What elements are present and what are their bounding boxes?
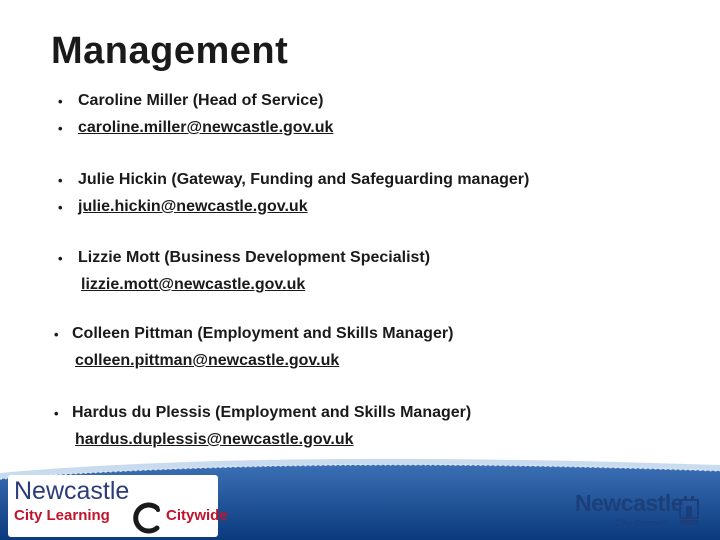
- logo-newcastle-text: Newcastle: [575, 490, 684, 516]
- bullet: •: [58, 200, 63, 215]
- contact-name-colleen-pittman: Colleen Pittman (Employment and Skills Manager): [72, 325, 454, 342]
- contact-name-julie-hickin: Julie Hickin (Gateway, Funding and Safeguarding manager): [78, 171, 530, 188]
- logo-city-learning-text: City Learning: [14, 507, 110, 524]
- contact-name-hardus-du-plessis: Hardus du Plessis (Employment and Skills Manager): [72, 404, 472, 421]
- email-link-caroline-miller[interactable]: caroline.miller@newcastle.gov.uk: [78, 119, 334, 136]
- email-link-julie-hickin[interactable]: julie.hickin@newcastle.gov.uk: [78, 198, 308, 215]
- bullet: •: [54, 327, 59, 342]
- city-learning-logo: [8, 475, 228, 537]
- contact-name-lizzie-mott: Lizzie Mott (Business Development Specialist): [78, 249, 431, 266]
- email-link-colleen-pittman[interactable]: colleen.pittman@newcastle.gov.uk: [75, 352, 340, 369]
- bullet: •: [54, 406, 59, 421]
- contact-name-caroline-miller: Caroline Miller (Head of Service): [78, 92, 324, 109]
- bullet: •: [58, 121, 63, 136]
- logo-newcastle-text: Newcastle: [14, 477, 130, 505]
- logo-citywide-text: Citywide: [166, 507, 228, 524]
- bullet: •: [58, 251, 63, 266]
- city-crest-icon: [677, 496, 701, 526]
- page-title: Management: [51, 30, 289, 72]
- email-link-hardus-du-plessis[interactable]: hardus.duplessis@newcastle.gov.uk: [75, 431, 354, 448]
- newcastle-city-council-logo: [565, 490, 715, 535]
- bullet: •: [58, 94, 63, 109]
- c-swirl-icon: [127, 502, 165, 534]
- email-link-lizzie-mott[interactable]: lizzie.mott@newcastle.gov.uk: [81, 276, 306, 293]
- bullet: •: [58, 173, 63, 188]
- logo-city-council-text: City Council: [615, 518, 668, 528]
